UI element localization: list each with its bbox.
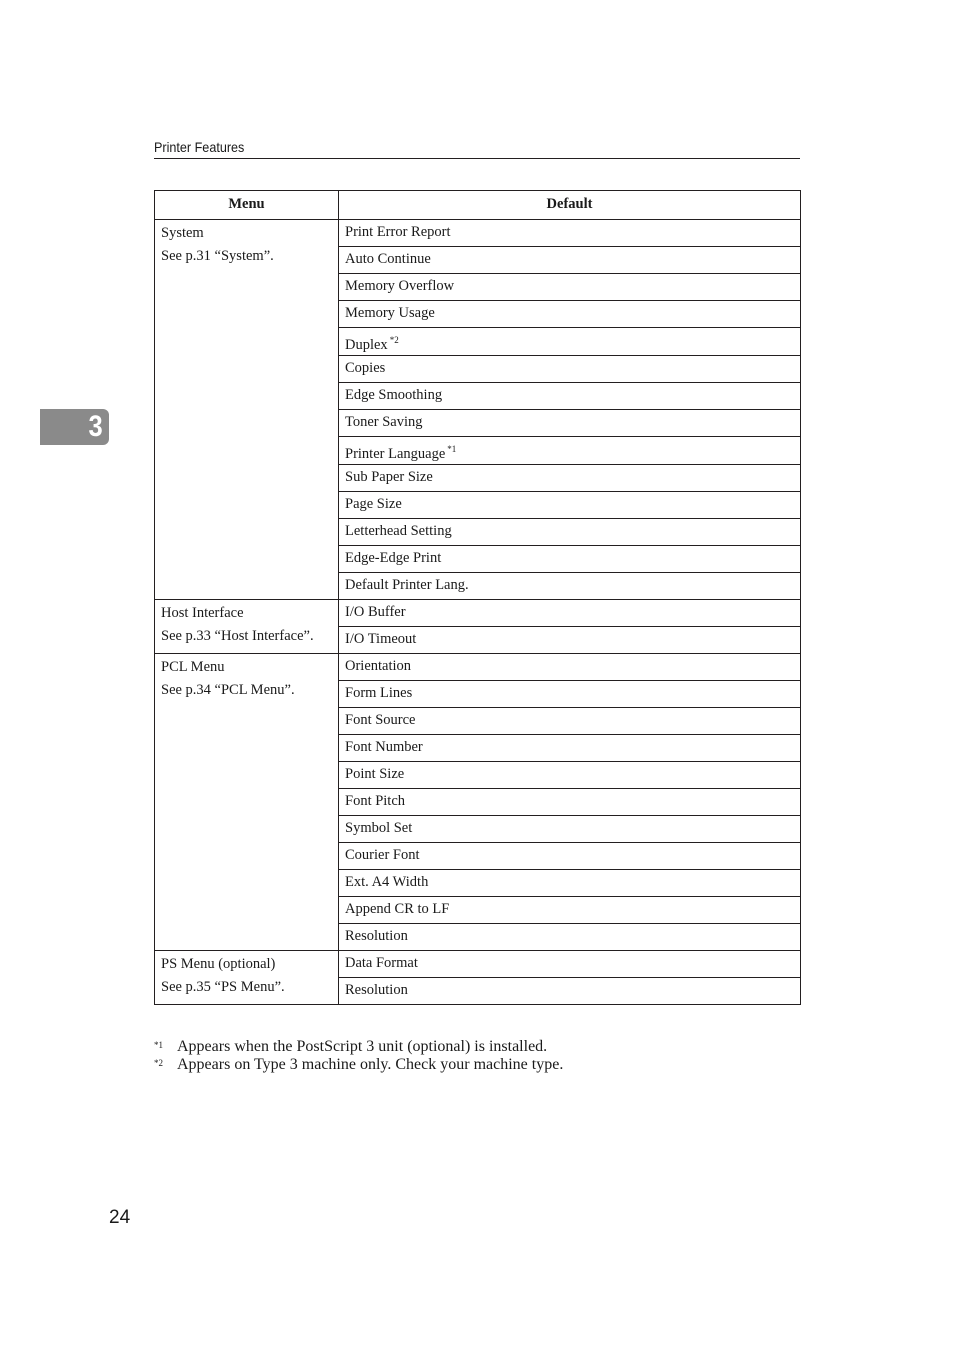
default-item-cell: [339, 897, 801, 924]
default-item-label: Form Lines: [345, 685, 413, 701]
default-item-label: Data Format: [345, 955, 418, 971]
table-row: [155, 220, 801, 247]
default-item-cell: [339, 220, 801, 247]
menu-group-reference: See p.31 “System”.: [161, 248, 274, 264]
default-item-label: Font Source: [345, 712, 416, 728]
default-item-label: Sub Paper Size: [345, 469, 433, 485]
footnote-text: Appears when the PostScript 3 unit (optional) is installed.: [177, 1038, 548, 1055]
default-item-cell: [339, 356, 801, 383]
default-item-cell: [339, 681, 801, 708]
table-header-row: [155, 191, 801, 220]
default-item-cell: [339, 328, 801, 356]
default-item-label: Edge-Edge Print: [345, 550, 442, 566]
column-header-default: Default: [339, 191, 801, 220]
default-item-label: Append CR to LF: [345, 901, 450, 917]
default-item-label: Font Pitch: [345, 793, 406, 809]
menu-default-table: [154, 190, 801, 1005]
default-item-label: Edge Smoothing: [345, 387, 443, 403]
footnote-reference: *1: [447, 444, 457, 454]
default-item-cell: [339, 546, 801, 573]
default-item-cell: [339, 492, 801, 519]
default-item-label: Page Size: [345, 496, 402, 512]
default-item-label: Orientation: [345, 658, 412, 674]
default-item-label: Symbol Set: [345, 820, 413, 836]
default-item-cell: [339, 410, 801, 437]
footnote-text: Appears on Type 3 machine only. Check your machine type.: [177, 1056, 564, 1073]
footnotes: [154, 1038, 800, 1074]
default-item-cell: [339, 383, 801, 410]
menu-group-name: PS Menu (optional): [161, 956, 276, 972]
footnote-mark: *1: [154, 1040, 163, 1050]
default-item-cell: [339, 627, 801, 654]
table-body: [155, 220, 801, 1005]
default-item-label: Letterhead Setting: [345, 523, 452, 539]
default-item-label: Courier Font: [345, 847, 420, 863]
table-row: [155, 600, 801, 627]
default-item-cell: [339, 843, 801, 870]
default-item-cell: [339, 465, 801, 492]
menu-group-reference: See p.34 “PCL Menu”.: [161, 682, 295, 698]
running-header-title: Printer Features: [154, 139, 245, 155]
footnote-reference: *2: [389, 335, 399, 345]
default-item-cell: [339, 247, 801, 274]
table-row: [155, 654, 801, 681]
default-item-label: Memory Overflow: [345, 278, 455, 294]
default-item-cell: [339, 519, 801, 546]
table-row: [155, 951, 801, 978]
menu-group-reference: See p.35 “PS Menu”.: [161, 979, 285, 995]
default-item-cell: [339, 437, 801, 465]
default-item-label: Default Printer Lang.: [345, 577, 469, 593]
default-item-cell: [339, 573, 801, 600]
menu-group-cell: [155, 654, 339, 951]
default-item-label: Font Number: [345, 739, 423, 755]
footnote: [154, 1038, 800, 1056]
default-item-cell: [339, 301, 801, 328]
default-item-label: Duplex: [345, 337, 388, 353]
menu-group-cell: [155, 220, 339, 600]
default-item-cell: [339, 762, 801, 789]
menu-group-name: System: [161, 225, 204, 241]
default-item-cell: [339, 735, 801, 762]
footnote-mark: *2: [154, 1058, 163, 1068]
default-item-cell: [339, 924, 801, 951]
default-item-label: Point Size: [345, 766, 405, 782]
default-item-label: I/O Timeout: [345, 631, 417, 647]
column-header-menu: Menu: [155, 191, 339, 220]
footnote: [154, 1056, 800, 1074]
menu-group-cell: [155, 600, 339, 654]
default-item-label: Resolution: [345, 928, 408, 944]
default-item-label: Toner Saving: [345, 414, 423, 430]
default-item-label: Resolution: [345, 982, 408, 998]
chapter-number: 3: [88, 410, 103, 443]
default-item-label: I/O Buffer: [345, 604, 406, 620]
default-item-label: Copies: [345, 360, 386, 376]
default-item-label: Printer Language: [345, 446, 446, 462]
default-item-label: Auto Continue: [345, 251, 431, 267]
default-item-cell: [339, 274, 801, 301]
default-item-cell: [339, 870, 801, 897]
default-item-label: Print Error Report: [345, 224, 451, 240]
default-item-cell: [339, 789, 801, 816]
menu-group-cell: [155, 951, 339, 1005]
default-item-label: Ext. A4 Width: [345, 874, 429, 890]
default-item-label: Memory Usage: [345, 305, 435, 321]
menu-group-name: PCL Menu: [161, 659, 225, 675]
chapter-tab: [40, 409, 109, 445]
running-header: [154, 138, 800, 159]
default-item-cell: [339, 978, 801, 1005]
menu-group-reference: See p.33 “Host Interface”.: [161, 628, 314, 644]
default-item-cell: [339, 600, 801, 627]
page-number: 24: [109, 1207, 131, 1228]
menu-group-name: Host Interface: [161, 605, 244, 621]
default-item-cell: [339, 951, 801, 978]
default-item-cell: [339, 816, 801, 843]
default-item-cell: [339, 654, 801, 681]
default-item-cell: [339, 708, 801, 735]
